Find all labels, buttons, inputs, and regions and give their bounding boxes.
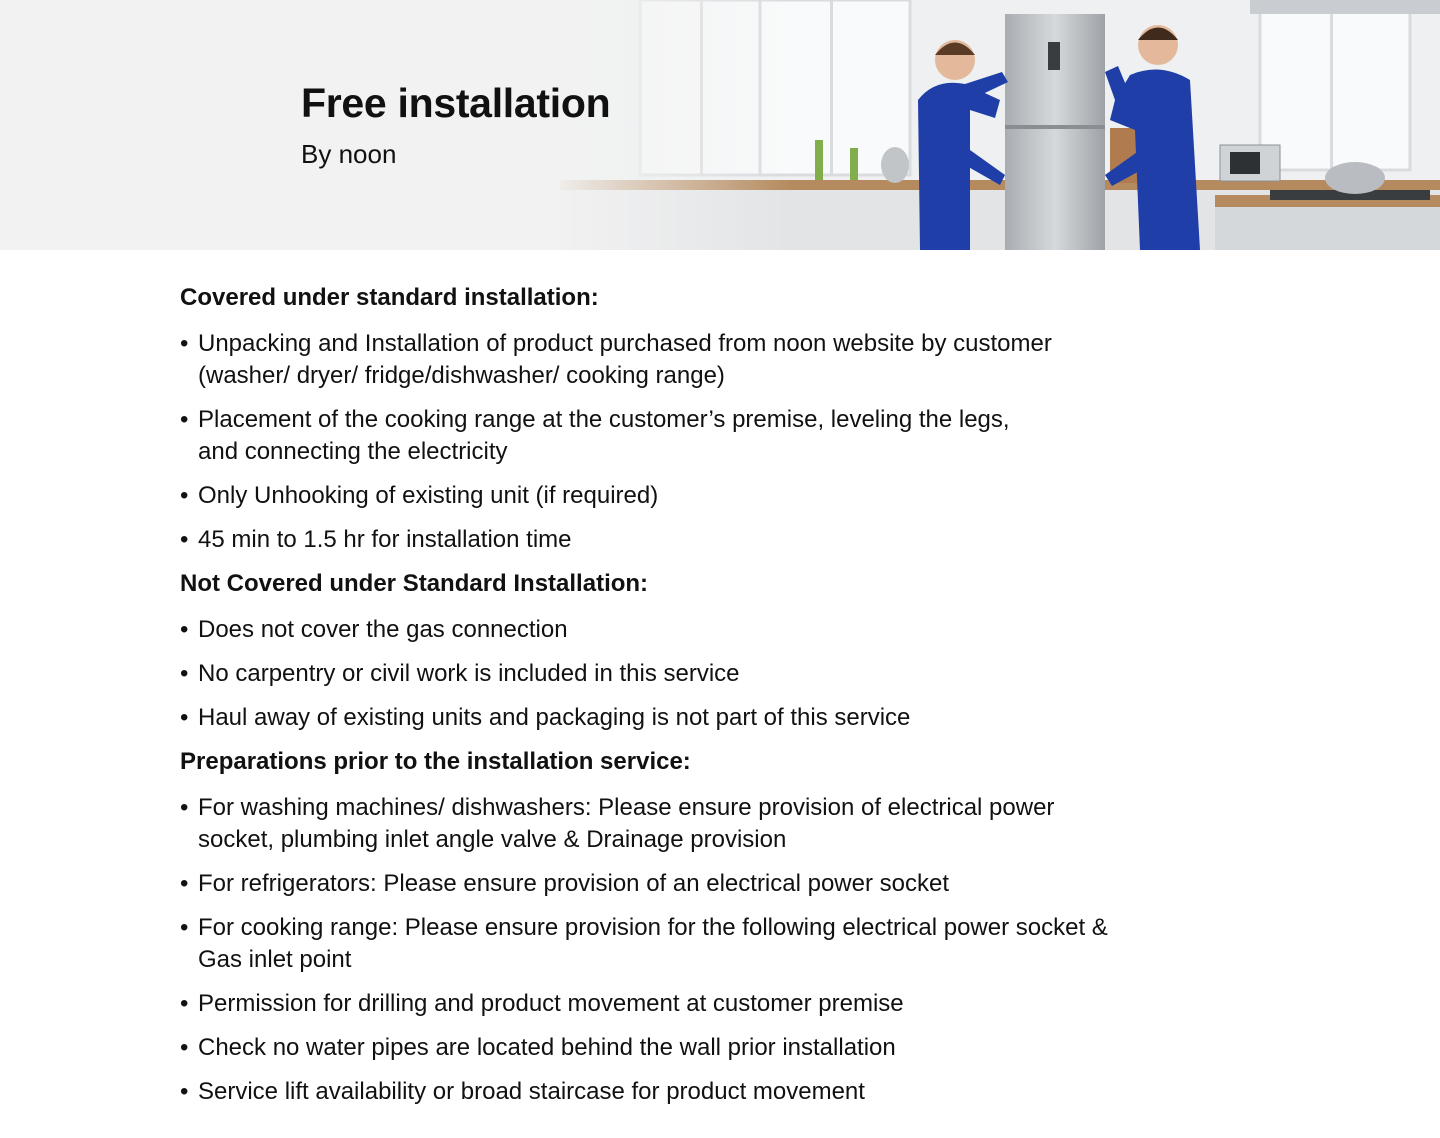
item-line: 45 min to 1.5 hr for installation time bbox=[198, 526, 572, 553]
list-item bbox=[180, 702, 1280, 734]
banner-text bbox=[301, 78, 610, 170]
item-line: No carpentry or civil work is included in this service bbox=[198, 660, 740, 687]
bullet: • bbox=[180, 990, 189, 1017]
item-line: Haul away of existing units and packaging is not part of this service bbox=[198, 704, 911, 731]
covered-list bbox=[180, 328, 1280, 556]
bullet: • bbox=[180, 330, 189, 357]
list-item bbox=[180, 1076, 1280, 1108]
bullet: • bbox=[180, 482, 189, 509]
item-line: socket, plumbing inlet angle valve & Drainage provision bbox=[198, 826, 787, 853]
list-item bbox=[180, 524, 1280, 556]
kitchen-installation-photo bbox=[0, 0, 1440, 250]
list-item bbox=[180, 912, 1280, 976]
banner-subtitle: By noon bbox=[301, 139, 397, 169]
bullet: • bbox=[180, 1034, 189, 1061]
not-covered-list bbox=[180, 614, 1280, 734]
bullet: • bbox=[180, 526, 189, 553]
item-line: Does not cover the gas connection bbox=[198, 616, 568, 643]
item-line: Permission for drilling and product movement at customer premise bbox=[198, 990, 904, 1017]
item-line: Service lift availability or broad staircase for product movement bbox=[198, 1078, 865, 1105]
item-line: (washer/ dryer/ fridge/dishwasher/ cooking range) bbox=[198, 362, 725, 389]
list-item bbox=[180, 480, 1280, 512]
installation-details bbox=[180, 282, 1280, 1120]
list-item bbox=[180, 988, 1280, 1020]
hero-banner bbox=[0, 0, 1440, 250]
list-item bbox=[180, 792, 1280, 856]
section-heading: Covered under standard installation: bbox=[180, 284, 599, 311]
bullet: • bbox=[180, 794, 189, 821]
item-line: Unpacking and Installation of product purchased from noon website by customer bbox=[198, 330, 1052, 357]
item-line: Only Unhooking of existing unit (if required) bbox=[198, 482, 659, 509]
section-heading: Preparations prior to the installation service: bbox=[180, 748, 691, 775]
list-item bbox=[180, 868, 1280, 900]
item-line: and connecting the electricity bbox=[198, 438, 508, 465]
item-line: Gas inlet point bbox=[198, 946, 352, 973]
preparations-section bbox=[180, 746, 1280, 1108]
list-item bbox=[180, 1032, 1280, 1064]
item-line: Placement of the cooking range at the customer’s premise, leveling the legs, bbox=[198, 406, 1010, 433]
item-line: For refrigerators: Please ensure provision of an electrical power socket bbox=[198, 870, 950, 897]
not-covered-section bbox=[180, 568, 1280, 734]
bullet: • bbox=[180, 914, 189, 941]
banner-title: Free installation bbox=[301, 80, 611, 126]
bullet: • bbox=[180, 660, 189, 687]
bullet: • bbox=[180, 704, 189, 731]
item-line: For washing machines/ dishwashers: Please ensure provision of electrical power bbox=[198, 794, 1055, 821]
section-heading: Not Covered under Standard Installation: bbox=[180, 570, 649, 597]
item-line: For cooking range: Please ensure provision for the following electrical power socket & bbox=[198, 914, 1108, 941]
list-item bbox=[180, 658, 1280, 690]
list-item bbox=[180, 328, 1280, 392]
bullet: • bbox=[180, 616, 189, 643]
bullet: • bbox=[180, 1078, 189, 1105]
list-item bbox=[180, 614, 1280, 646]
item-line: Check no water pipes are located behind the wall prior installation bbox=[198, 1034, 896, 1061]
list-item bbox=[180, 404, 1280, 468]
preparations-list bbox=[180, 792, 1280, 1108]
covered-section bbox=[180, 282, 1280, 556]
bullet: • bbox=[180, 870, 189, 897]
bullet: • bbox=[180, 406, 189, 433]
